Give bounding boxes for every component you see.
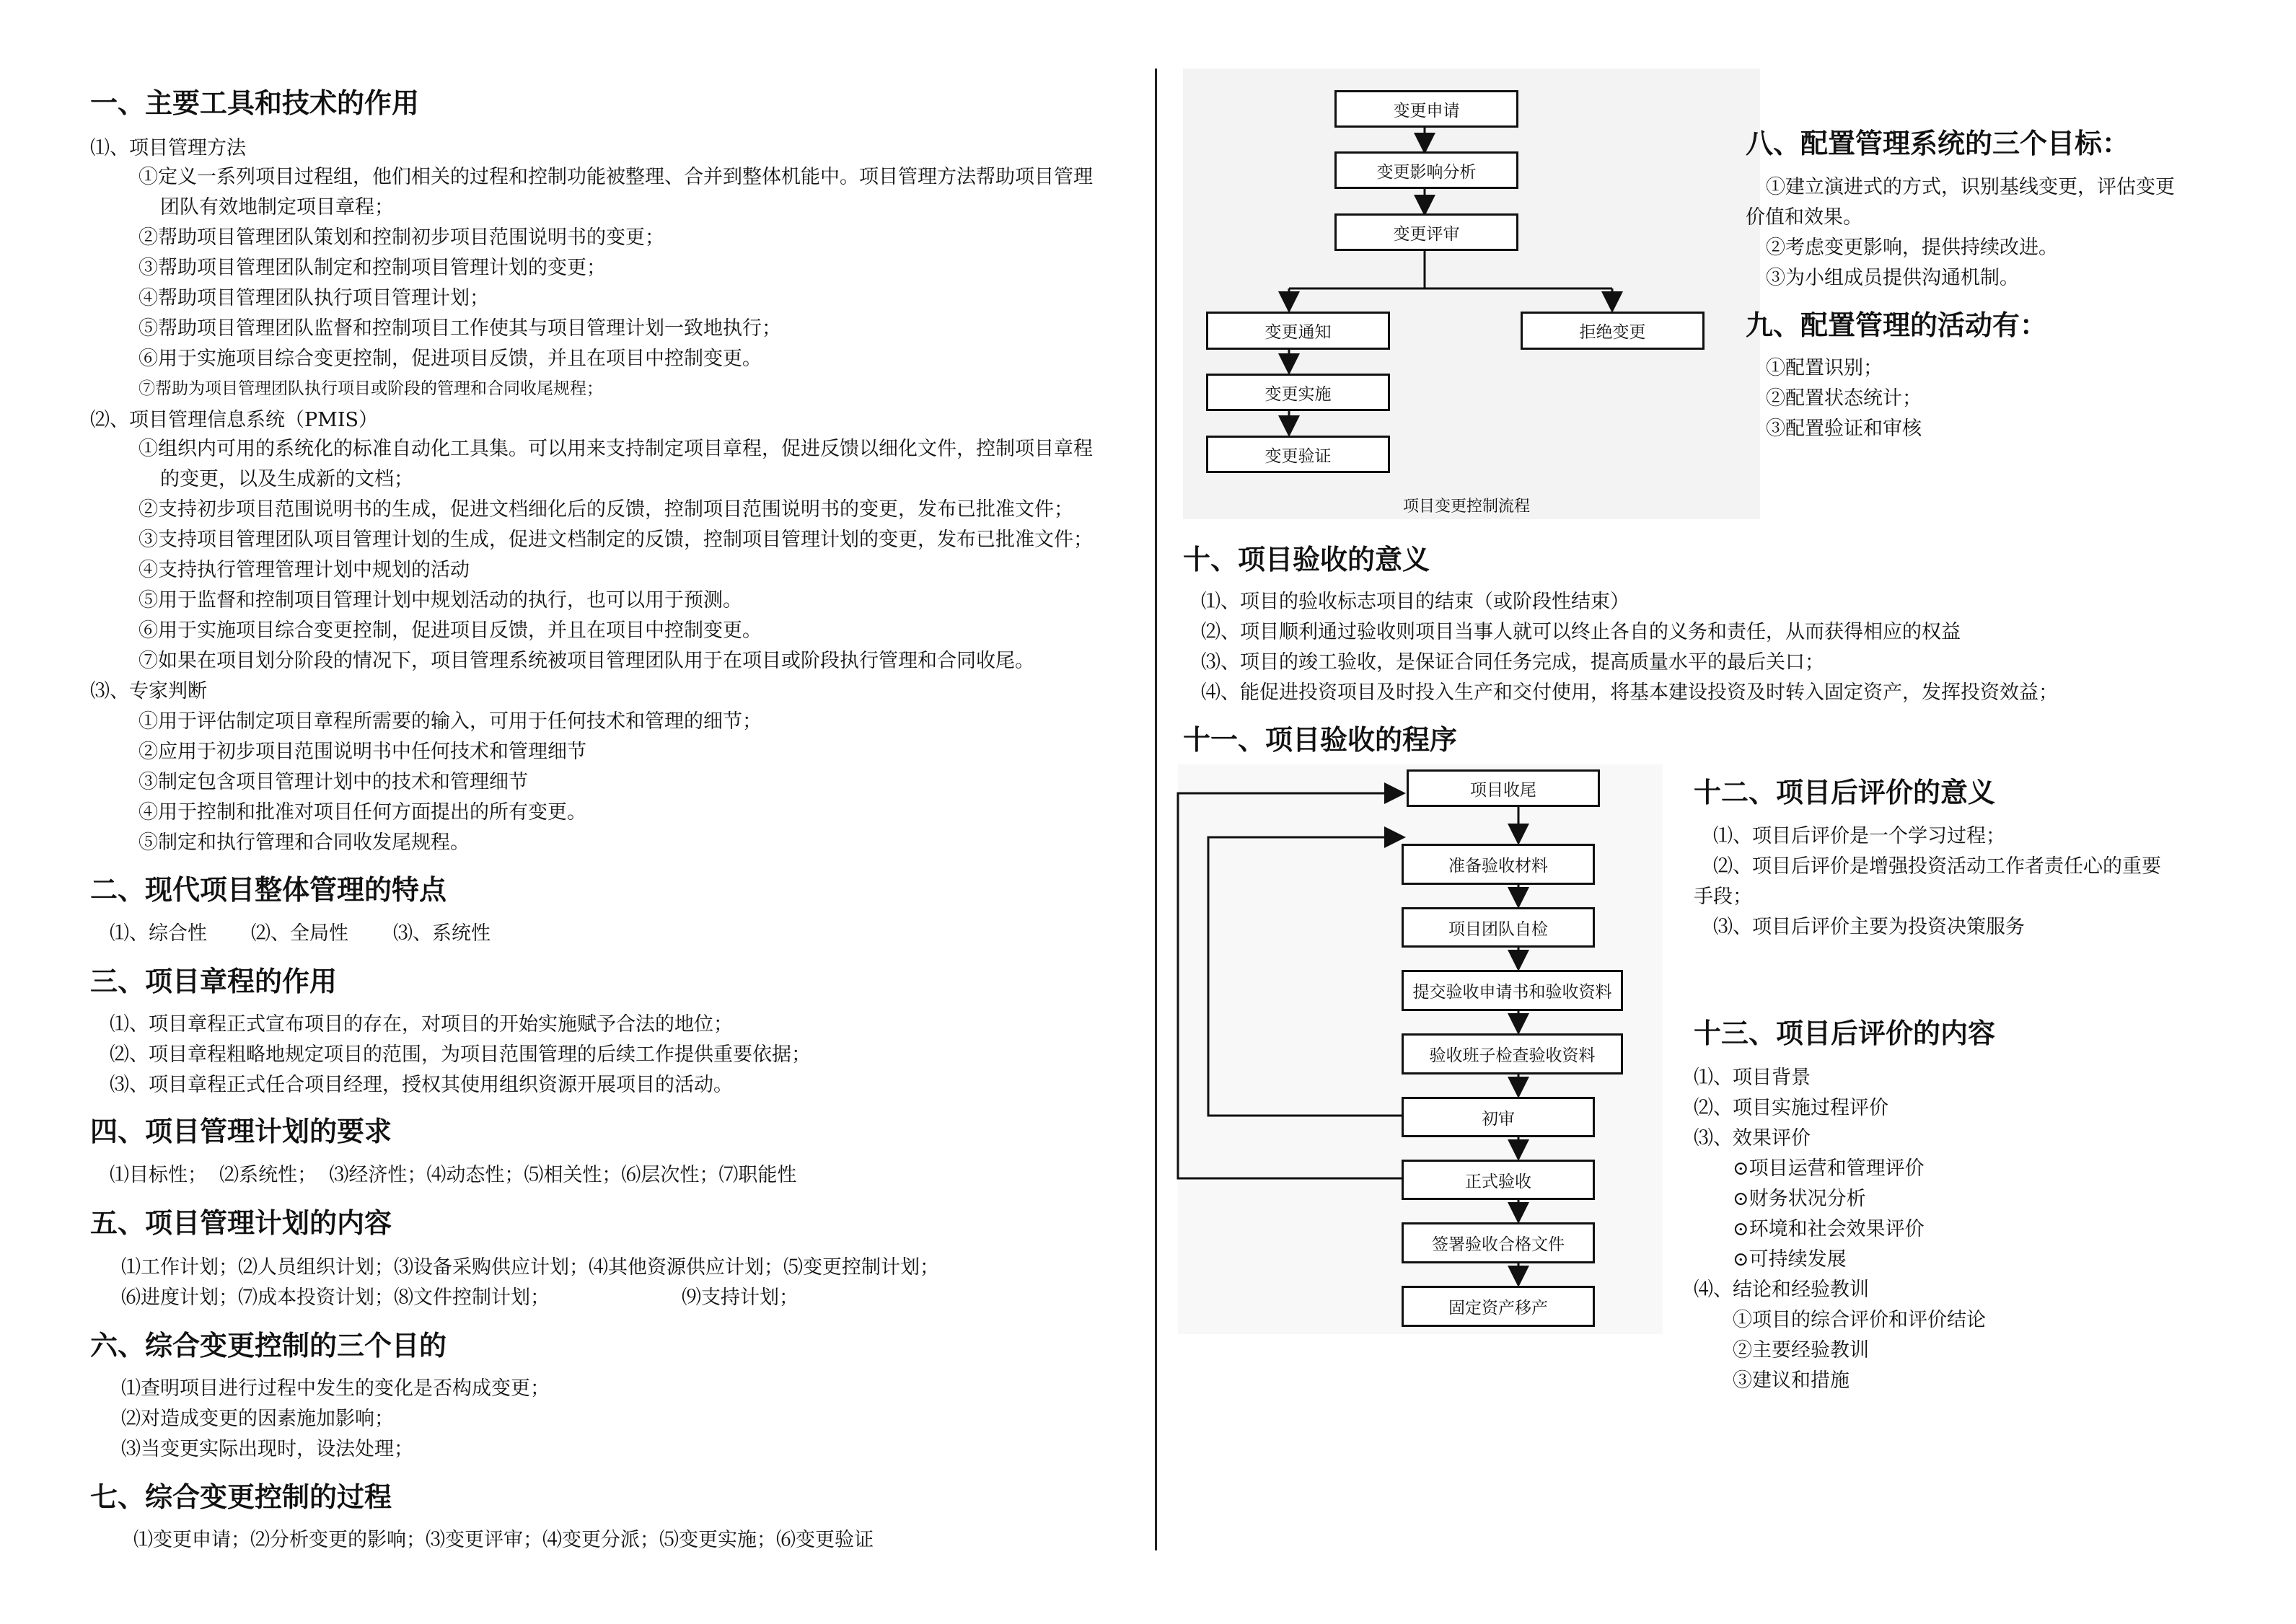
- s1-p3-line: ⑤制定和执行管理和合同收发尾规程。: [138, 831, 470, 854]
- s1-p3-line: ③制定包含项目管理计划中的技术和管理细节: [138, 771, 528, 793]
- flow1-box-change-review: 变更评审: [1334, 213, 1518, 251]
- section-7-title: 七、综合变更控制的过程: [90, 1481, 392, 1513]
- s12-line: ⑵、项目后评价是增强投资活动工作者责任心的重要: [1713, 855, 2161, 878]
- s2-item: ⑴、综合性: [110, 922, 207, 945]
- section-2-title: 二、现代项目整体管理的特点: [90, 874, 447, 906]
- s13-line: ①项目的综合评价和评价结论: [1733, 1309, 1986, 1331]
- s5-line-2b: ⑼支持计划；: [682, 1287, 799, 1309]
- section-11-title: 十一、项目验收的程序: [1183, 724, 1458, 756]
- flow1-box-change-request: 变更申请: [1334, 90, 1518, 128]
- s13-line: ⑵、项目实施过程评价: [1694, 1097, 1888, 1119]
- s7-line: ⑴变更申请；⑵分析变更的影响；⑶变更评审；⑷变更分派；⑸变更实施；⑹变更验证: [133, 1529, 874, 1551]
- s2-item: ⑵、全局性: [251, 922, 348, 945]
- s1-p2-line: ⑤用于监督和控制项目管理计划中规划活动的执行，也可以用于预测。: [138, 589, 742, 612]
- flow2-box-preliminary-review: 初审: [1402, 1097, 1595, 1137]
- s13-line: ③建议和措施: [1733, 1369, 1849, 1392]
- s5-line-1: ⑴工作计划；⑵人员组织计划；⑶设备采购供应计划；⑷其他资源供应计划；⑸变更控制计划；: [121, 1256, 939, 1279]
- s1-p1-line: ⑤帮助项目管理团队监督和控制项目工作使其与项目管理计划一致地执行；: [138, 317, 781, 340]
- s1-p2-head: ⑵、项目管理信息系统（PMIS）: [90, 409, 378, 431]
- flow1-box-impact-analysis: 变更影响分析: [1334, 151, 1518, 189]
- section-10-title: 十、项目验收的意义: [1183, 544, 1430, 575]
- s12-line: ⑴、项目后评价是一个学习过程；: [1713, 825, 2005, 847]
- s8-line: ①建立演进式的方式，识别基线变更，评估变更: [1766, 176, 2175, 198]
- s10-line: ⑷、能促进投资项目及时投入生产和交付使用，将基本建设投资及时转入固定资产，发挥投资效益；: [1201, 681, 2058, 704]
- section-3-title: 三、项目章程的作用: [90, 966, 338, 997]
- s6-line: ⑶当变更实际出现时，设法处理；: [121, 1438, 413, 1460]
- s13-line: ⑶、效果评价: [1694, 1127, 1811, 1149]
- s13-line: ⊙环境和社会效果评价: [1733, 1218, 1925, 1240]
- s13-line: ②主要经验教训: [1733, 1339, 1869, 1362]
- flow2-box-project-closeout: 项目收尾: [1407, 769, 1600, 807]
- s6-line: ⑴查明项目进行过程中发生的变化是否构成变更；: [121, 1377, 550, 1400]
- s1-p1-line: ②帮助项目管理团队策划和控制初步项目范围说明书的变更；: [138, 226, 664, 249]
- section-6-title: 六、综合变更控制的三个目的: [90, 1330, 447, 1362]
- s12-line: 手段；: [1694, 886, 1752, 908]
- s1-p3-line: ②应用于初步项目范围说明书中任何技术和管理细节: [138, 741, 586, 763]
- s8-line: ②考虑变更影响，提供持续改进。: [1766, 237, 2058, 259]
- s9-line: ③配置验证和审核: [1766, 418, 1922, 440]
- flow2-box-formal-acceptance: 正式验收: [1402, 1160, 1595, 1200]
- s3-line: ⑴、项目章程正式宣布项目的存在，对项目的开始实施赋予合法的地位；: [110, 1013, 733, 1036]
- flow1-box-change-notice: 变更通知: [1206, 312, 1390, 350]
- flow2-box-team-self-check: 项目团队自检: [1402, 907, 1595, 948]
- s1-p2-line: 的变更，以及生成新的文档；: [160, 468, 413, 490]
- flow2-box-asset-transfer: 固定资产移产: [1402, 1286, 1595, 1327]
- s5-line-2a: ⑹进度计划；⑺成本投资计划；⑻文件控制计划；: [121, 1287, 550, 1309]
- section-5-title: 五、项目管理计划的内容: [90, 1207, 392, 1239]
- s1-p1-line: 团队有效地制定项目章程；: [160, 196, 394, 219]
- s1-p1-line: ⑦帮助为项目管理团队执行项目或阶段的管理和合同收尾规程；: [138, 379, 603, 398]
- s13-line: ⊙项目运营和管理评价: [1733, 1157, 1925, 1180]
- s1-p2-line: ⑥用于实施项目综合变更控制，促进项目反馈，并且在项目中控制变更。: [138, 619, 762, 642]
- flow2-box-submit-application: 提交验收申请书和验收资料: [1402, 970, 1623, 1011]
- s1-p3-line: ①用于评估制定项目章程所需要的输入，可用于任何技术和管理的细节；: [138, 710, 762, 733]
- flow1-box-reject-change: 拒绝变更: [1521, 312, 1705, 350]
- s1-p2-line: ②支持初步项目范围说明书的生成，促进文档细化后的反馈，控制项目范围说明书的变更，发布已批准文件；: [138, 498, 1073, 521]
- s1-p3-line: ④用于控制和批准对项目任何方面提出的所有变更。: [138, 801, 586, 824]
- s1-p2-line: ①组织内可用的系统化的标准自动化工具集。可以用来支持制定项目章程，促进反馈以细化文件，控制项目章程: [138, 438, 1093, 460]
- s1-p1-head: ⑴、项目管理方法: [90, 137, 246, 159]
- s3-line: ⑵、项目章程粗略地规定项目的范围，为项目范围管理的后续工作提供重要依据；: [110, 1043, 811, 1066]
- s13-line: ⑷、结论和经验教训: [1694, 1279, 1869, 1301]
- s8-line: ③为小组成员提供沟通机制。: [1766, 267, 2019, 289]
- s9-line: ①配置识别；: [1766, 357, 1883, 379]
- s1-p1-line: ①定义一系列项目过程组，他们相关的过程和控制功能被整理、合并到整体机能中。项目管理方法帮助项目管理: [138, 166, 1093, 188]
- s12-line: ⑶、项目后评价主要为投资决策服务: [1713, 916, 2025, 938]
- s1-p3-head: ⑶、专家判断: [90, 680, 207, 702]
- s6-line: ⑵对造成变更的因素施加影响；: [121, 1408, 394, 1430]
- flow1-box-change-implement: 变更实施: [1206, 374, 1390, 411]
- s3-line: ⑶、项目章程正式任合项目经理，授权其使用组织资源开展项目的活动。: [110, 1074, 733, 1096]
- s10-line: ⑵、项目顺利通过验收则项目当事人就可以终止各自的义务和责任，从而获得相应的权益: [1201, 621, 1961, 643]
- s13-line: ⑴、项目背景: [1694, 1067, 1811, 1089]
- s13-line: ⊙可持续发展: [1733, 1248, 1847, 1271]
- flow2-box-committee-review: 验收班子检查验收资料: [1402, 1033, 1623, 1074]
- s1-p1-line: ③帮助项目管理团队制定和控制项目管理计划的变更；: [138, 257, 606, 279]
- flow1-box-change-verify: 变更验证: [1206, 436, 1390, 473]
- section-12-title: 十二、项目后评价的意义: [1694, 777, 1996, 808]
- s9-line: ②配置状态统计；: [1766, 387, 1922, 410]
- s10-line: ⑴、项目的验收标志项目的结束（或阶段性结束）: [1201, 591, 1629, 613]
- section-13-title: 十三、项目后评价的内容: [1694, 1018, 1996, 1049]
- s4-line: ⑴目标性； ⑵系统性； ⑶经济性；⑷动态性；⑸相关性；⑹层次性；⑺职能性: [110, 1164, 797, 1186]
- flow2-box-prepare-materials: 准备验收材料: [1402, 844, 1595, 885]
- s1-p2-line: ④支持执行管理管理计划中规划的活动: [138, 559, 470, 581]
- section-9-title: 九、配置管理的活动有：: [1746, 309, 2048, 341]
- flow2-box-sign-documents: 签署验收合格文件: [1402, 1222, 1595, 1263]
- s10-line: ⑶、项目的竣工验收，是保证合同任务完成，提高质量水平的最后关口；: [1201, 651, 1824, 674]
- section-1-title: 一、主要工具和技术的作用: [90, 87, 420, 119]
- s1-p2-line: ③支持项目管理团队项目管理计划的生成，促进文档制定的反馈，控制项目管理计划的变更，发布已批准文件；: [138, 529, 1093, 551]
- flow1-caption: 项目变更控制流程: [1403, 498, 1531, 516]
- s2-item: ⑶、系统性: [393, 922, 491, 945]
- s13-line: ⊙财务状况分析: [1733, 1188, 1866, 1210]
- s1-p2-line: ⑦如果在项目划分阶段的情况下，项目管理系统被项目管理团队用于在项目或阶段执行管理和合同收尾。: [138, 650, 1034, 672]
- s1-p1-line: ⑥用于实施项目综合变更控制，促进项目反馈，并且在项目中控制变更。: [138, 348, 762, 370]
- section-4-title: 四、项目管理计划的要求: [90, 1116, 392, 1147]
- section-8-title: 八、配置管理系统的三个目标：: [1746, 128, 2130, 159]
- s1-p1-line: ④帮助项目管理团队执行项目管理计划；: [138, 287, 489, 309]
- s8-line: 价值和效果。: [1746, 206, 1862, 229]
